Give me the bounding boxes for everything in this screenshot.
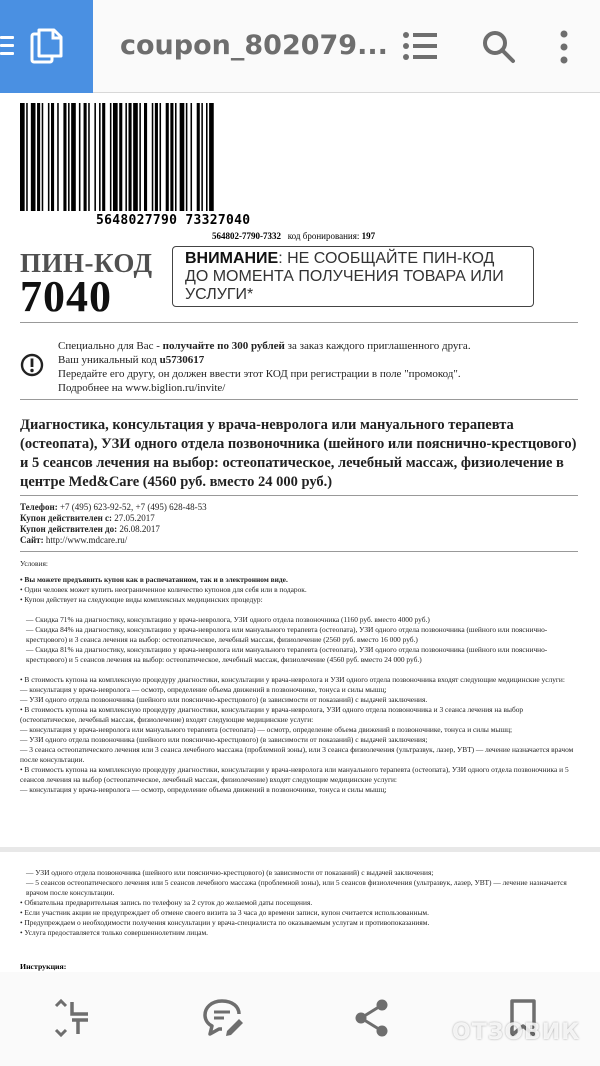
divider (20, 551, 578, 552)
conditions-heading: Условия: (20, 559, 48, 568)
barcode-bar (129, 103, 132, 211)
barcode-bar (63, 103, 66, 211)
barcode-bar (166, 103, 169, 211)
referral-text: за заказ каждого приглашенного друга. (284, 340, 471, 352)
barcode-bar (20, 103, 25, 211)
divider (20, 495, 578, 496)
barcode-bar (42, 103, 44, 211)
barcode-bar (88, 103, 90, 211)
barcode-bar (84, 103, 87, 211)
conditions-continued (20, 868, 578, 938)
referral-info (58, 339, 578, 395)
barcode-bar (71, 103, 76, 211)
barcode-bar (99, 103, 101, 211)
condition-item: • Предупреждаем о необходимости получения консультации у врача-специалиста по оказываемым услугам и противопоказаниям. (20, 918, 430, 927)
barcode-bar (37, 103, 40, 211)
document-title: coupon_802079... (120, 30, 388, 61)
booking-code-value: 197 (361, 231, 376, 241)
divider (20, 322, 578, 323)
pin-warning-box (172, 246, 534, 307)
reflow-icon[interactable] (52, 998, 92, 1038)
barcode-bar (180, 103, 185, 211)
barcode-bar (152, 103, 154, 211)
barcode-bar (139, 103, 141, 211)
menu-icon[interactable] (0, 36, 14, 56)
barcode-bar (191, 103, 193, 211)
barcode-bar (26, 103, 28, 211)
condition-item: • Вы можете предъявить купон как в распечатанном, так и в электронном виде. (20, 575, 288, 584)
phone-label: Телефон: (20, 502, 58, 512)
barcode-bar (125, 103, 127, 211)
pin-label: ПИН-КОД (20, 248, 153, 278)
barcode-bar (51, 103, 54, 211)
include-item: — 3 сеанса остеопатического лечения или 3 сеанса лечебного массажа (проблемной зоны), или 3 сеанса физиолечения (ультразвук, лазер, УВТ) — лечение назначается врачом после консультации. (20, 745, 574, 764)
referral-text: Ваш уникальный код (58, 354, 160, 366)
condition-item: • Купон действует на следующие виды комплексных медицинских процедур: (20, 595, 263, 604)
more-vert-icon[interactable] (558, 30, 570, 64)
barcode-bar (160, 103, 162, 211)
barcode-bar (68, 103, 70, 211)
referral-bonus: получайте по 300 рублей (162, 340, 285, 352)
referral-link[interactable]: Подробнее на www.biglion.ru/invite/ (58, 382, 226, 394)
valid-from-value: 27.05.2017 (112, 513, 155, 523)
share-icon[interactable] (354, 998, 390, 1038)
comment-edit-icon[interactable] (202, 998, 246, 1038)
document-page[interactable] (0, 93, 600, 847)
document-icon (30, 28, 64, 66)
site-label: Сайт: (20, 535, 44, 545)
condition-item: • Услуга предоставляется только совершеннолетним лицам. (20, 928, 209, 937)
discount-item: — Скидка 71% на диагностику, консультацию у врача-невролога, УЗИ одного отдела позвоночника (1160 руб. вместо 4000 руб.) (26, 615, 430, 624)
exclamation-icon (20, 353, 44, 377)
app-toolbar (0, 0, 600, 93)
barcode-bar (133, 103, 138, 211)
discount-item: — Скидка 84% на диагностику, консультацию у врача-невролога или мануального терапевта (остеопата), УЗИ одного отдела позвоночника (шейного или пояснично-крестцового) и 3 сеанса лечения на выбор: остеопатическое, лечебный массаж, физиолечение (2560 руб. вместо 16 000 руб.) (26, 625, 548, 644)
watermark-logo: ОТЗОВИК (452, 1020, 581, 1045)
valid-to-label: Купон действителен до: (20, 524, 118, 534)
referral-code: u5730617 (159, 354, 205, 366)
valid-from-label: Купон действителен с: (20, 513, 113, 523)
discount-item: — Скидка 81% на диагностику, консультацию у врача-невролога или мануального терапевта (остеопата), УЗИ одного отдела позвоночника (шейного или пояснично-крестцового) и 5 сеансов лечения на выбор: остеопатическое, лечебный массаж, физиолечение (4560 руб. вместо 24 000 руб.) (26, 645, 548, 664)
barcode-bar (57, 103, 59, 211)
contact-info (20, 502, 207, 546)
barcode-bar (119, 103, 122, 211)
barcode-bar (186, 103, 188, 211)
list-icon[interactable] (402, 30, 438, 62)
divider (20, 399, 578, 400)
site-link[interactable]: http://www.mdcare.ru/ (43, 535, 128, 545)
barcode-number: 5648027790 73327040 (96, 213, 251, 228)
valid-to-value: 26.08.2017 (117, 524, 160, 534)
condition-item: • Если участник акции не предупреждает об отмене своего визита за 3 часа до времени записи, купон считается использованным. (20, 908, 429, 917)
barcode-bar (201, 103, 203, 211)
include-item: — консультация у врача-невролога — осмотр, определение объема движений в позвоночнике, тонуса и силы мышц; (20, 685, 387, 694)
barcode-bar (197, 103, 200, 211)
bottom-toolbar (0, 972, 600, 1066)
include-item: — консультация у врача-невролога — осмотр, определение объема движений в позвоночнике, тонуса и силы мышц; (20, 785, 387, 794)
pin-code: 7040 (20, 272, 112, 321)
phone-value: +7 (495) 623-92-52, +7 (495) 628-48-53 (57, 502, 207, 512)
condition-item: • Один человек может купить неограниченное количество купонов для себя или в подарок. (20, 585, 307, 594)
barcode-bar (110, 103, 112, 211)
search-icon[interactable] (482, 30, 516, 64)
include-item: — 5 сеансов остеопатического лечения или 5 сеансов лечебного массажа (проблемной зоны), или 5 сеансов физиолечения (ультразвук, лазер, УВТ) — лечение назначается врачом после консультации. (26, 878, 567, 897)
document-button[interactable] (0, 0, 93, 93)
conditions (20, 559, 578, 795)
barcode-image (20, 103, 256, 211)
warning-heading: ВНИМАНИЕ (185, 250, 279, 267)
booking-code-label: код бронирования: (287, 231, 360, 241)
include-item: • В стоимость купона на комплексную процедуру диагностики, консультации у врача-невролога и УЗИ одного отдела позвоночника входят следующие медицинские услуги: (20, 675, 565, 684)
barcode-bar (155, 103, 158, 211)
include-item: — УЗИ одного отдела позвоночника (шейного или пояснично-крестцового) (в зависимости от показаний) с выдачей заключения; (20, 735, 428, 744)
barcode-bar (79, 103, 81, 211)
condition-item: • Обязательна предварительная запись по телефону за 2 суток до желаемой даты посещения. (20, 898, 313, 907)
barcode-bar (48, 103, 50, 211)
include-item: • В стоимость купона на комплексную процедуру диагностики, консультации у врача-невролога или мануального терапевта (остеопата), УЗИ одного отдела позвоночника и 5 сеансов лечения на выбор (остеопатическое, лечебный массаж, физиолечение) входят следующие медицинские услуги: (20, 765, 569, 784)
barcode-bar (206, 103, 208, 211)
include-item: — УЗИ одного отдела позвоночника (шейного или пояснично-крестцового) (в зависимости от показаний) с выдачей заключения. (20, 695, 428, 704)
barcode-bar (102, 103, 105, 211)
barcode-bar (94, 103, 96, 211)
barcode-bar (170, 103, 173, 211)
barcode-bar (209, 103, 214, 211)
instructions-heading: Инструкция: (20, 962, 67, 971)
include-item: — консультация у врача-невролога или мануального терапевта (остеопата) — осмотр, определение объема движений в позвоночнике, тонуса и силы мышц; (20, 725, 513, 734)
referral-text: Специально для Вас - (58, 340, 163, 352)
barcode-bar (144, 103, 147, 211)
document-page-2[interactable] (0, 852, 600, 972)
booking-number-value: 564802-7790-7332 (212, 231, 281, 241)
booking-number (212, 231, 375, 241)
barcode-bar (113, 103, 118, 211)
barcode-bar (31, 103, 36, 211)
barcode-bar (175, 103, 177, 211)
deal-title: Диагностика, консультация у врача-невролога или мануального терапевта (остеопата), УЗИ одного отдела позвоночника (шейного или пояснично-крестцового) и 5 сеансов лечения на выбор: остеопатическое, лечебный массаж, физиолечение в центре Med&Care (4560 руб. вместо 24 000 руб.) (20, 417, 577, 490)
include-item: • В стоимость купона на комплексную процедуру диагностики, консультации у врача-невролога, УЗИ одного отдела позвоночника и 3 сеанса лечения на выбор (остеопатическое, лечебный массаж, физиолечение) входят следующие медицинские услуги: (20, 705, 524, 724)
referral-text: Передайте его другу, он должен ввести этот КОД при регистрации в поле "промокод". (58, 368, 461, 380)
include-item: — УЗИ одного отдела позвоночника (шейного или пояснично-крестцового) (в зависимости от показаний) с выдачей заключения; (26, 868, 434, 877)
warning-text: : НЕ СООБЩАЙТЕ ПИН-КОД ДО МОМЕНТА ПОЛУЧЕНИЯ ТОВАРА ИЛИ УСЛУГИ* (185, 250, 504, 303)
